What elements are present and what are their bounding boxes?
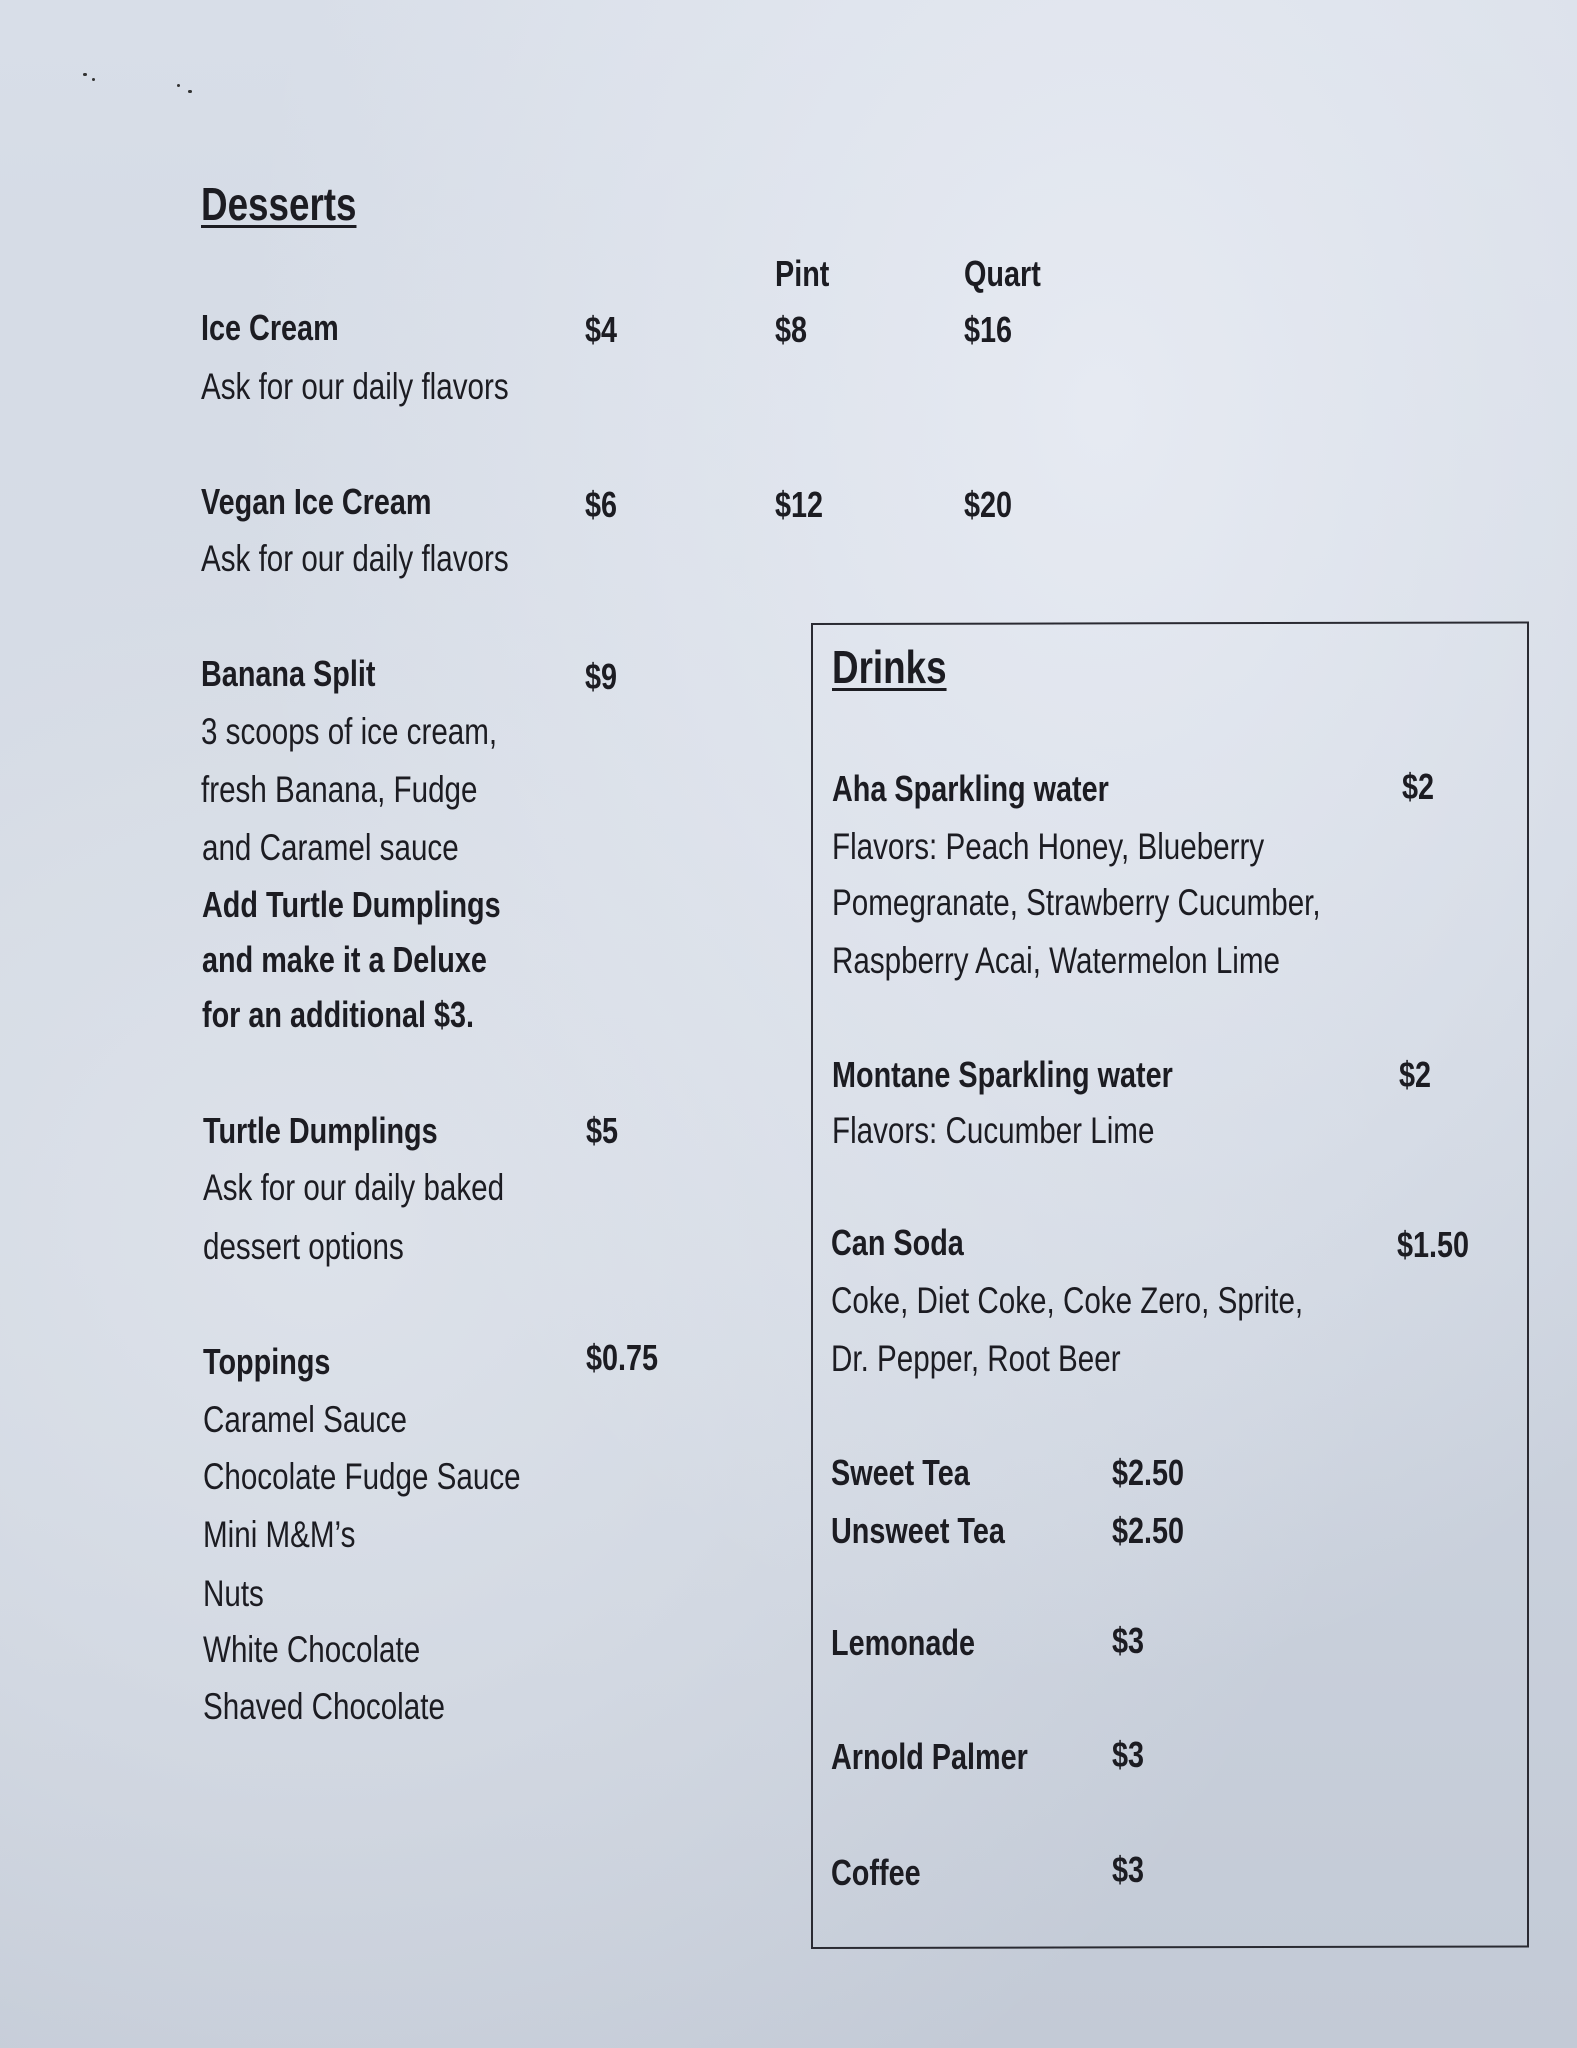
banana-split-deluxe-line: Add Turtle Dumplings [202,884,501,925]
drinks-heading: Drinks [832,641,947,693]
aha-description-line: Raspberry Acai, Watermelon Lime [832,940,1281,981]
paper-speck [92,78,95,81]
banana-split-description-line: 3 scoops of ice cream, [201,711,498,752]
ice-cream-description: Ask for our daily flavors [201,366,509,407]
sweet-tea-price: $2.50 [1112,1452,1185,1493]
montane-description: Flavors: Cucumber Lime [832,1110,1155,1151]
banana-split-name: Banana Split [201,653,376,694]
turtle-dumplings-name: Turtle Dumplings [203,1110,438,1151]
aha-description-line: Flavors: Peach Honey, Blueberry [832,826,1265,867]
banana-split-price: $9 [585,656,618,697]
vegan-ice-cream-description: Ask for our daily flavors [201,538,509,579]
banana-split-description-line: fresh Banana, Fudge [201,769,478,810]
vegan-ice-cream-pint-price: $12 [775,484,824,525]
topping-item: Caramel Sauce [203,1399,408,1440]
banana-split-description-line: and Caramel sauce [202,827,459,868]
ice-cream-price: $4 [585,309,618,350]
vegan-ice-cream-quart-price: $20 [964,484,1013,525]
ice-cream-name: Ice Cream [201,307,339,348]
can-soda-price: $1.50 [1397,1224,1470,1265]
lemonade-name: Lemonade [831,1622,976,1663]
arnold-palmer-price: $3 [1112,1734,1145,1775]
topping-item: Shaved Chocolate [203,1686,445,1727]
paper-speck [177,84,180,87]
turtle-dumplings-description-line: dessert options [203,1226,404,1267]
turtle-dumplings-description-line: Ask for our daily baked [203,1167,505,1208]
can-soda-description-line: Coke, Diet Coke, Coke Zero, Sprite, [831,1280,1304,1321]
topping-item: White Chocolate [203,1629,421,1670]
arnold-palmer-name: Arnold Palmer [831,1736,1028,1777]
unsweet-tea-name: Unsweet Tea [831,1510,1005,1551]
unsweet-tea-price: $2.50 [1112,1510,1185,1551]
paper-speck [83,73,87,76]
vegan-ice-cream-name: Vegan Ice Cream [201,481,432,522]
quart-header: Quart [964,253,1041,294]
coffee-name: Coffee [831,1852,921,1893]
vegan-ice-cream-price: $6 [585,484,618,525]
can-soda-name: Can Soda [831,1222,964,1263]
aha-price: $2 [1402,766,1435,807]
turtle-dumplings-price: $5 [586,1110,619,1151]
paper-speck [188,90,192,93]
can-soda-description-line: Dr. Pepper, Root Beer [831,1338,1121,1379]
aha-description-line: Pomegranate, Strawberry Cucumber, [832,882,1321,923]
banana-split-deluxe-line: and make it a Deluxe [202,939,487,980]
pint-header: Pint [775,253,830,294]
ice-cream-pint-price: $8 [775,309,808,350]
toppings-price: $0.75 [586,1337,659,1378]
aha-name: Aha Sparkling water [832,768,1109,809]
topping-item: Mini M&M’s [203,1514,356,1555]
ice-cream-quart-price: $16 [964,309,1013,350]
lemonade-price: $3 [1112,1620,1145,1661]
montane-price: $2 [1399,1054,1432,1095]
topping-item: Chocolate Fudge Sauce [203,1456,521,1497]
toppings-name: Toppings [203,1341,331,1382]
coffee-price: $3 [1112,1849,1145,1890]
topping-item: Nuts [203,1573,264,1614]
desserts-heading: Desserts [201,178,357,230]
banana-split-deluxe-line: for an additional $3. [202,994,475,1035]
sweet-tea-name: Sweet Tea [831,1452,970,1493]
montane-name: Montane Sparkling water [832,1054,1173,1095]
